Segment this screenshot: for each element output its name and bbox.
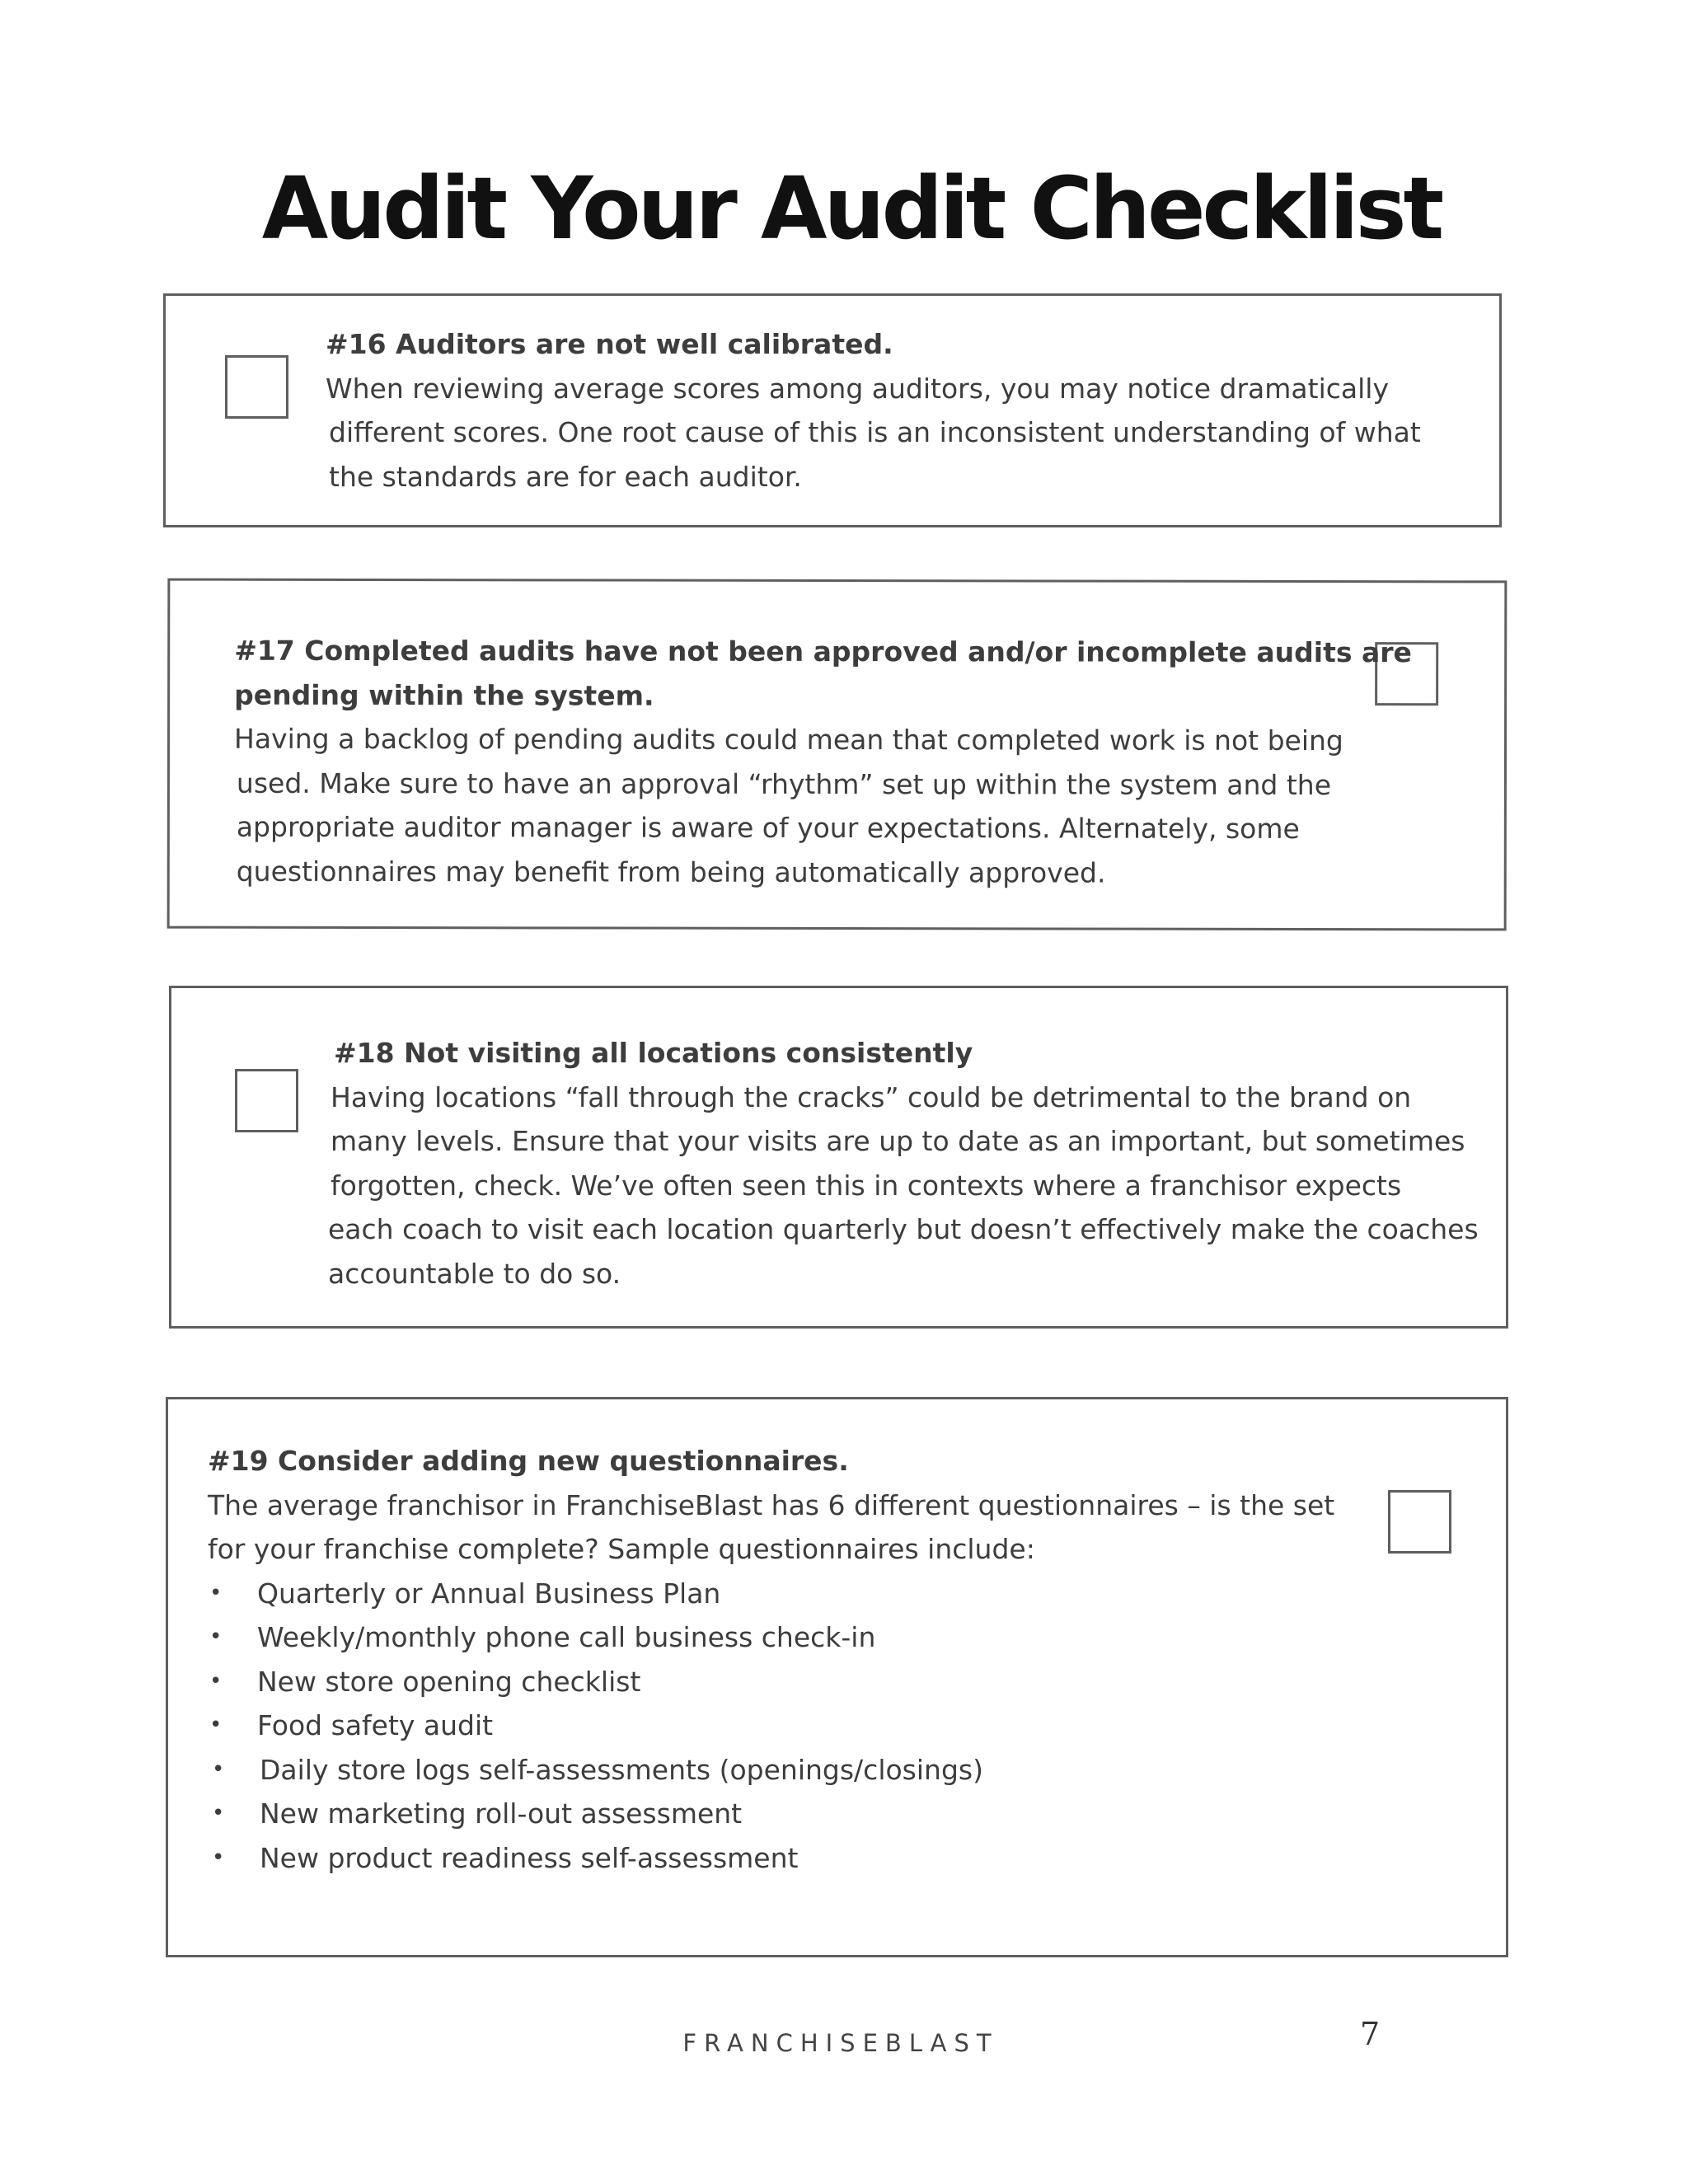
item-17-heading-line-2: pending within the system. [234,678,654,712]
item-18-heading: #18 Not visiting all locations consistently [334,1037,973,1069]
item-19-text [208,1439,1334,1880]
item-18-line-5: accountable to do so. [328,1257,621,1290]
item-18-text [328,1031,1479,1296]
bullet-icon: • [209,1624,223,1649]
bullet-icon: • [212,1844,225,1870]
item-18-line-4: each coach to visit each location quarterly but doesn’t effectively make the coaches [328,1213,1479,1245]
item-19-line-2: for your franchise complete? Sample questionnaires include: [208,1533,1035,1565]
bullet-icon: • [209,1580,223,1605]
item-16-heading: #16 Auditors are not well calibrated. [326,328,893,360]
item-17-line-3: appropriate auditor manager is aware of your expectations. Alternately, some [236,810,1300,845]
bullet-icon: • [209,1713,223,1737]
page-number: 7 [1360,2016,1381,2052]
sample-questionnaires-list [208,1572,1334,1881]
list-item: • Food safety audit [208,1704,1334,1748]
list-item: • Daily store logs self-assessments (openings/closings) [208,1748,1334,1793]
item-19-heading: #19 Consider adding new questionnaires. [208,1445,849,1477]
bullet-icon: • [209,1668,223,1694]
checklist-item-19 [166,1397,1508,1957]
item-17-text [234,629,1412,895]
checklist-item-16 [163,293,1502,527]
item-19-line-1: The average franchisor in FranchiseBlast has 6 different questionnaires – is the set [208,1488,1335,1521]
checklist-item-18 [169,986,1508,1329]
item-16-line-1: When reviewing average scores among auditors, you may notice dramatically [326,372,1389,405]
list-item: • New marketing roll-out assessment [208,1792,1334,1836]
checkbox-item-18[interactable] [235,1069,298,1132]
item-17-heading-line-1: #17 Completed audits have not been approved and/or incomplete audits are [234,634,1412,669]
item-16-line-2: different scores. One root cause of this is an inconsistent understanding of what [329,416,1421,448]
checkbox-item-19[interactable] [1388,1490,1451,1554]
item-18-line-2: many levels. Ensure that your visits are up to date as an important, but sometimes [331,1125,1465,1157]
item-17-line-4: questionnaires may benefit from being automatically approved. [236,855,1106,889]
bullet-icon: • [212,1801,225,1825]
page-title: Audit Your Audit Checklist [261,158,1442,259]
bullet-icon: • [212,1756,225,1782]
list-item: • New product readiness self-assessment [208,1836,1334,1881]
item-18-line-3: forgotten, check. We’ve often seen this in contexts where a franchisor expects [331,1169,1402,1202]
item-17-line-2: used. Make sure to have an approval “rhythm” set up within the system and the [236,766,1332,801]
item-18-line-1: Having locations “fall through the cracks” could be detrimental to the brand on [331,1080,1412,1113]
list-item: • Quarterly or Annual Business Plan [208,1572,1334,1616]
list-item: • New store opening checklist [208,1660,1334,1704]
checklist-item-17 [167,579,1507,931]
checkbox-item-16[interactable] [225,355,288,419]
footer-brand: FRANCHISEBLAST [682,2029,999,2057]
item-16-text [326,322,1421,499]
item-17-line-1: Having a backlog of pending audits could mean that completed work is not being [233,722,1343,757]
item-16-line-3: the standards are for each auditor. [329,460,802,493]
list-item: • Weekly/monthly phone call business check-in [208,1615,1334,1660]
